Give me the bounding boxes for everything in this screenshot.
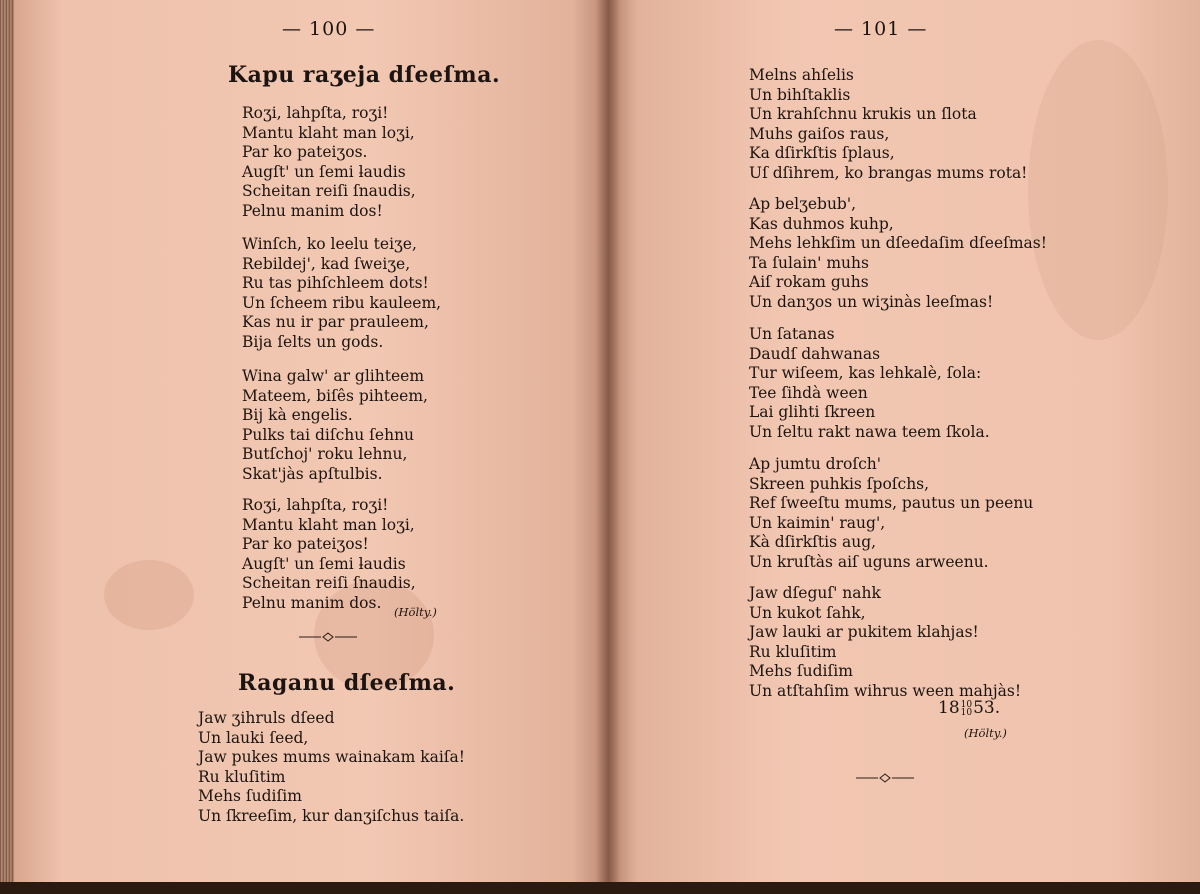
- verse-line: Pulks tai diſchu ſehnu: [242, 425, 415, 444]
- verse-line: Jaw dſeguſ' nahk: [749, 584, 881, 602]
- paper-stain: [1028, 40, 1168, 340]
- verse-line: Roʒi, lahpſta, roʒi!: [242, 496, 389, 514]
- verse-line: Ap jumtu droſch': [749, 455, 881, 473]
- divider-ornament: [299, 632, 357, 642]
- verse-line: Skat'jàs apſtulbis.: [242, 464, 383, 483]
- verse-line: Par ko pateiʒos!: [242, 535, 369, 554]
- paper-stain: [104, 560, 194, 630]
- verse-line: Un ſkreeſim, kur danʒiſchus taiſa.: [198, 806, 465, 825]
- bottom-edge: [0, 882, 1200, 894]
- stanza-left-1: [242, 104, 416, 222]
- verse-line: Un lauki ſeed,: [198, 728, 309, 747]
- author-credit-2: (Hölty.): [964, 726, 1007, 740]
- verse-line: Augſt' un ſemi ƚaudis: [242, 162, 406, 181]
- poem-date: [938, 698, 1000, 718]
- verse-line: Un bihſtaklis: [749, 85, 851, 104]
- verse-line: Daudſ dahwanas: [749, 344, 881, 363]
- verse-line: Lai glihti ſkreen: [749, 403, 876, 422]
- verse-line: Bija ſelts un gods.: [242, 332, 384, 351]
- verse-line: Aiſ rokam guhs: [749, 273, 869, 292]
- date-year-start: 18: [938, 698, 960, 718]
- verse-line: Mantu klaht man loʒi,: [242, 123, 415, 142]
- poem-title-2: Raganu dſeeſma.: [238, 670, 456, 696]
- stanza-right-5: [749, 584, 1021, 702]
- verse-line: Ref ſweeſtu mums, pautus un peenu: [749, 494, 1034, 513]
- stanza-left-5: [198, 709, 465, 827]
- verse-line: Winſch, ko leelu teiʒe,: [242, 235, 417, 253]
- verse-line: Ap belʒebub',: [749, 195, 857, 213]
- verse-line: Ru tas pihſchleem dots!: [242, 274, 429, 293]
- verse-line: Un ſeltu rakt nawa teem ſkola.: [749, 422, 990, 441]
- verse-line: Mehs ſudiſim: [749, 662, 853, 681]
- verse-line: Kas duhmos kuhp,: [749, 214, 894, 233]
- verse-line: Ta ſulain' muhs: [749, 253, 869, 272]
- date-numerator: 10: [960, 699, 973, 710]
- verse-line: Un kukot ſahk,: [749, 603, 866, 622]
- verse-line: Pelnu manim dos!: [242, 201, 383, 220]
- verse-line: Un danʒos un wiʒinàs leeſmas!: [749, 292, 994, 311]
- stanza-right-3: [749, 325, 990, 443]
- verse-line: Butſchoj' roku lehnu,: [242, 445, 408, 464]
- left-page: [14, 0, 608, 894]
- right-page: [608, 0, 1200, 894]
- verse-line: Un krahſchnu krukis un ſlota: [749, 105, 977, 124]
- stanza-left-2: [242, 235, 441, 353]
- verse-line: Melns ahſelis: [749, 66, 854, 84]
- verse-line: Jaw ʒihruls dſeed: [198, 709, 335, 727]
- verse-line: Mehs lehkſim un dſeedaſim dſeeſmas!: [749, 234, 1047, 253]
- verse-line: Ka dſirkſtis ſplaus,: [749, 144, 895, 163]
- verse-line: Tur wiſeem, kas lehkalè, ſola:: [749, 364, 982, 383]
- verse-line: Scheitan reiſi ſnaudis,: [242, 182, 416, 201]
- stanza-right-4: [749, 455, 1033, 573]
- verse-line: Roʒi, lahpſta, roʒi!: [242, 104, 389, 122]
- poem-title-1: Kapu raʒeja dſeeſma.: [228, 62, 501, 88]
- verse-line: Ru kluſitim: [198, 767, 286, 786]
- verse-line: Un kruſtàs aiſ uguns arweenu.: [749, 552, 989, 571]
- date-denominator: 10: [960, 707, 973, 718]
- verse-line: Rebildej', kad ſweiʒe,: [242, 254, 411, 273]
- verse-line: Ru kluſitim: [749, 642, 837, 661]
- stanza-right-2: [749, 195, 1047, 313]
- verse-line: Un kaimin' raug',: [749, 513, 886, 532]
- verse-line: Wina galw' ar glihteem: [242, 367, 425, 385]
- verse-line: Jaw pukes mums wainakam kaiſa!: [198, 748, 466, 767]
- page-number-right: — 101 —: [834, 18, 928, 40]
- verse-line: Un ſatanas: [749, 325, 835, 343]
- verse-line: Augſt' un ſemi ƚaudis: [242, 554, 406, 573]
- verse-line: Mantu klaht man loʒi,: [242, 515, 415, 534]
- verse-line: Jaw lauki ar pukitem klahjas!: [749, 623, 979, 642]
- verse-line: Kas nu ir par prauleem,: [242, 313, 429, 332]
- verse-line: Scheitan reiſi ſnaudis,: [242, 574, 416, 593]
- verse-line: Uſ dſihrem, ko brangas mums rota!: [749, 163, 1028, 182]
- verse-line: Un atſtahſim wihrus ween mahjàs!: [749, 681, 1022, 700]
- stanza-right-1: [749, 66, 1027, 184]
- verse-line: Kà dſirkſtis aug,: [749, 533, 877, 552]
- verse-line: Un ſcheem ribu kauleem,: [242, 293, 442, 312]
- verse-line: Pelnu manim dos.: [242, 593, 382, 612]
- verse-line: Muhs gaiſos raus,: [749, 124, 890, 143]
- author-credit-1: (Hölty.): [394, 605, 437, 619]
- verse-line: Bij kà engelis.: [242, 406, 353, 425]
- book-gutter: [596, 0, 620, 894]
- verse-line: Tee ſihdà ween: [749, 383, 868, 402]
- verse-line: Par ko pateiʒos.: [242, 143, 368, 162]
- page-number-left: — 100 —: [282, 18, 376, 40]
- stanza-left-3: [242, 367, 428, 485]
- verse-line: Skreen puhkis ſpoſchs,: [749, 474, 930, 493]
- verse-line: Mateem, biſês pihteem,: [242, 386, 428, 405]
- stanza-left-4: [242, 496, 416, 614]
- date-year-end: 53.: [973, 698, 1001, 718]
- verse-line: Mehs ſudiſim: [198, 787, 302, 806]
- divider-ornament: [856, 773, 914, 783]
